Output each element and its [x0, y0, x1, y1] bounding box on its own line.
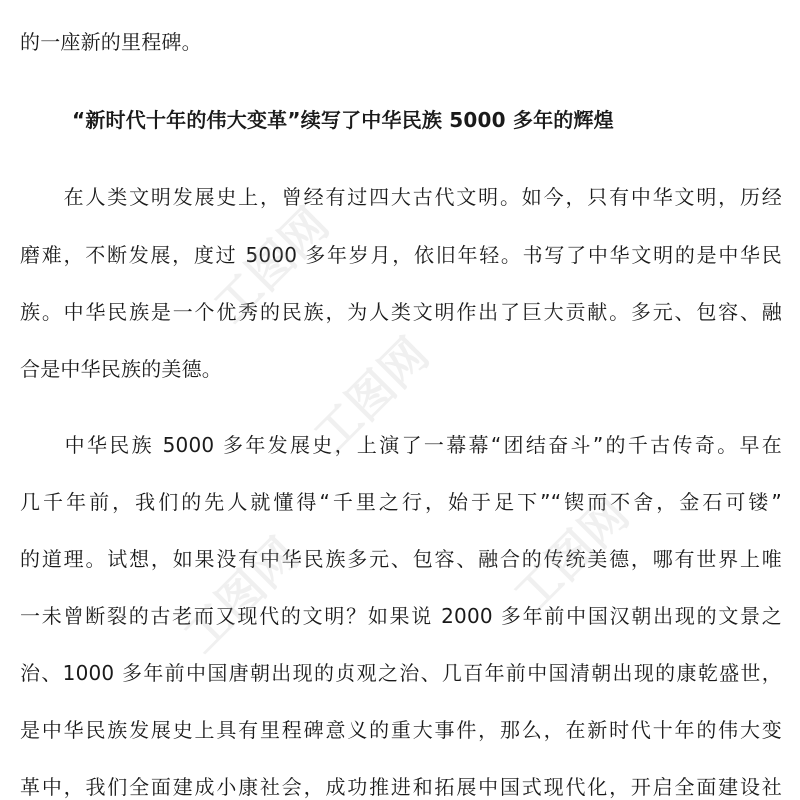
- paragraph2-line: 几千年前，我们的先人就懂得“千里之行，始于足下”“锲而不舍，金石可镂”: [20, 490, 782, 514]
- paragraph2-line: 治、1000 多年前中国唐朝出现的贞观之治、几百年前中国清朝出现的康乾盛世，: [20, 661, 782, 685]
- paragraph1-line: 族。中华民族是一个优秀的民族，为人类文明作出了巨大贡献。多元、包容、融: [20, 300, 782, 324]
- paragraph2-line: 一未曾断裂的古老而又现代的文明？如果说 2000 多年前中国汉朝出现的文景之: [20, 604, 782, 628]
- paragraph2-line: 是中华民族发展史上具有里程碑意义的重大事件，那么，在新时代十年的伟大变: [20, 718, 782, 742]
- section-heading: “新时代十年的伟大变革”续写了中华民族 5000 多年的辉煌: [72, 108, 614, 132]
- watermark: 工图网: [503, 487, 640, 624]
- paragraph2-line: 中华民族 5000 多年发展史，上演了一幕幕“团结奋斗”的千古传奇。早在: [20, 433, 782, 457]
- watermark: 工图网: [203, 197, 340, 334]
- paragraph1-line: 磨难，不断发展，度过 5000 多年岁月，依旧年轻。书写了中华文明的是中华民: [20, 243, 782, 267]
- watermark: 工图网: [173, 527, 310, 664]
- paragraph2-line: 的道理。试想，如果没有中华民族多元、包容、融合的传统美德，哪有世界上唯: [20, 547, 782, 571]
- paragraph1-line: 在人类文明发展史上，曾经有过四大古代文明。如今，只有中华文明，历经: [20, 185, 782, 209]
- paragraph1-line: 合是中华民族的美德。: [20, 357, 222, 381]
- paragraph2-line: 革中，我们全面建成小康社会，成功推进和拓展中国式现代化，开启全面建设社: [20, 775, 782, 799]
- watermark: 工图网: [303, 327, 440, 464]
- text-line: 的一座新的里程碑。: [20, 30, 202, 54]
